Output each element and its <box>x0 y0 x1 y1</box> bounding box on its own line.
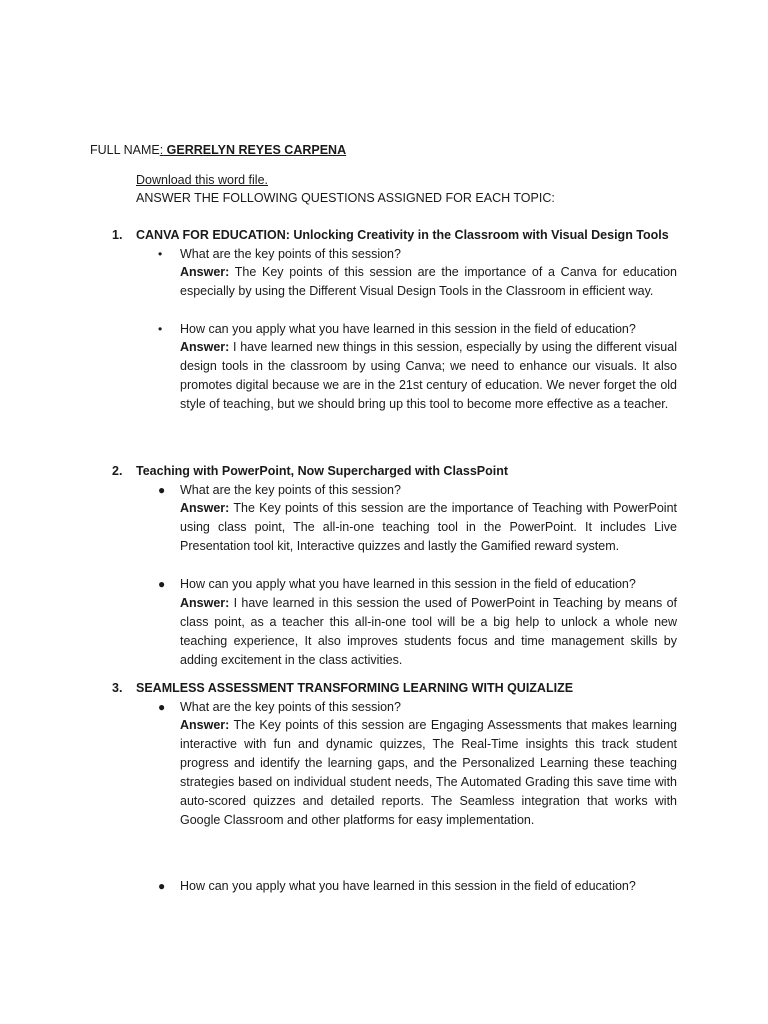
bullet-icon: ● <box>158 483 166 497</box>
topic-title: CANVA FOR EDUCATION: Unlocking Creativity in the Classroom with Visual Design Tools <box>136 228 669 242</box>
full-name-colon: : <box>159 143 164 157</box>
download-link[interactable]: Download this word file. <box>136 173 269 187</box>
topic-2-answer-1 <box>180 499 677 556</box>
topic-2-question-1 <box>158 482 678 498</box>
bullet-icon: ● <box>158 700 166 714</box>
question-text: How can you apply what you have learned in this session in the field of education? <box>180 322 636 336</box>
topic-3-heading <box>112 680 573 696</box>
answer-text: The Key points of this session are Engaging Assessments that makes learning interactive with fun and dynamic quizzes, The Real-Time insights this track student progress and identify the learning gaps, and the Personalized Learning these teaching strategies based on individual student needs, The Automated Grading this save time with auto-scored quizzes and detailed reports. The Seamless integration that works with Google Classroom and other platforms for easy implementation. <box>180 718 677 827</box>
question-text: How can you apply what you have learned in this session in the field of education? <box>180 879 636 893</box>
topic-2-answer-2 <box>180 594 677 670</box>
topic-1-heading <box>112 227 669 243</box>
topic-1-question-1 <box>158 246 678 262</box>
answer-text: The Key points of this session are the importance of Teaching with PowerPoint using class point, The all-in-one teaching tool in the PowerPoint. It includes Live Presentation tool kit, Interactive quizzes and lastly the Gamified reward system. <box>180 501 677 553</box>
answer-label: Answer: <box>180 501 230 515</box>
topic-3-question-2 <box>158 878 678 894</box>
answer-label: Answer: <box>180 718 230 732</box>
question-text: What are the key points of this session? <box>180 483 401 497</box>
full-name-line <box>90 142 346 158</box>
topic-1-question-2 <box>158 321 678 337</box>
bullet-icon: • <box>158 247 163 261</box>
question-text: How can you apply what you have learned in this session in the field of education? <box>180 577 636 591</box>
topic-1-answer-2 <box>180 338 677 414</box>
answer-label: Answer: <box>180 340 230 354</box>
topic-2-heading <box>112 463 508 479</box>
answer-text: I have learned in this session the used of PowerPoint in Teaching by means of class point, as a teacher this all-in-one tool will be a big help to unlock a whole new teaching experience, It also improves students focus and time management skills by adding excitement in the class activities. <box>180 596 677 667</box>
topic-3-answer-1 <box>180 716 677 830</box>
topic-1-answer-1 <box>180 263 677 301</box>
topic-number: 2. <box>112 464 123 478</box>
bullet-icon: ● <box>158 577 166 591</box>
answer-text: I have learned new things in this session, especially by using the different visual design tools in the classroom by using Canva; we need to enhance our visuals. It also promotes digital because we are in the 21st century of education. We never forget the old style of teaching, but we should bring up this tool to become more effective as a teacher. <box>180 340 677 411</box>
bullet-icon: • <box>158 322 163 336</box>
topic-2-question-2 <box>158 576 678 592</box>
topic-number: 3. <box>112 681 123 695</box>
topic-title: Teaching with PowerPoint, Now Supercharged with ClassPoint <box>136 464 509 478</box>
full-name-value: GERRELYN REYES CARPENA <box>163 143 347 157</box>
answer-text: The Key points of this session are the importance of a Canva for education especially by using the Different Visual Design Tools in the Classroom in efficient way. <box>180 265 677 298</box>
intro-block <box>136 171 555 207</box>
question-text: What are the key points of this session? <box>180 700 401 714</box>
topic-title: SEAMLESS ASSESSMENT TRANSFORMING LEARNING WITH QUIZALIZE <box>136 681 574 695</box>
answer-label: Answer: <box>180 265 230 279</box>
topic-number: 1. <box>112 228 123 242</box>
instruction-text: ANSWER THE FOLLOWING QUESTIONS ASSIGNED FOR EACH TOPIC: <box>136 191 555 205</box>
topic-3-question-1 <box>158 699 678 715</box>
bullet-icon: ● <box>158 879 166 893</box>
answer-label: Answer: <box>180 596 230 610</box>
question-text: What are the key points of this session? <box>180 247 401 261</box>
full-name-label: FULL NAME <box>90 143 160 157</box>
